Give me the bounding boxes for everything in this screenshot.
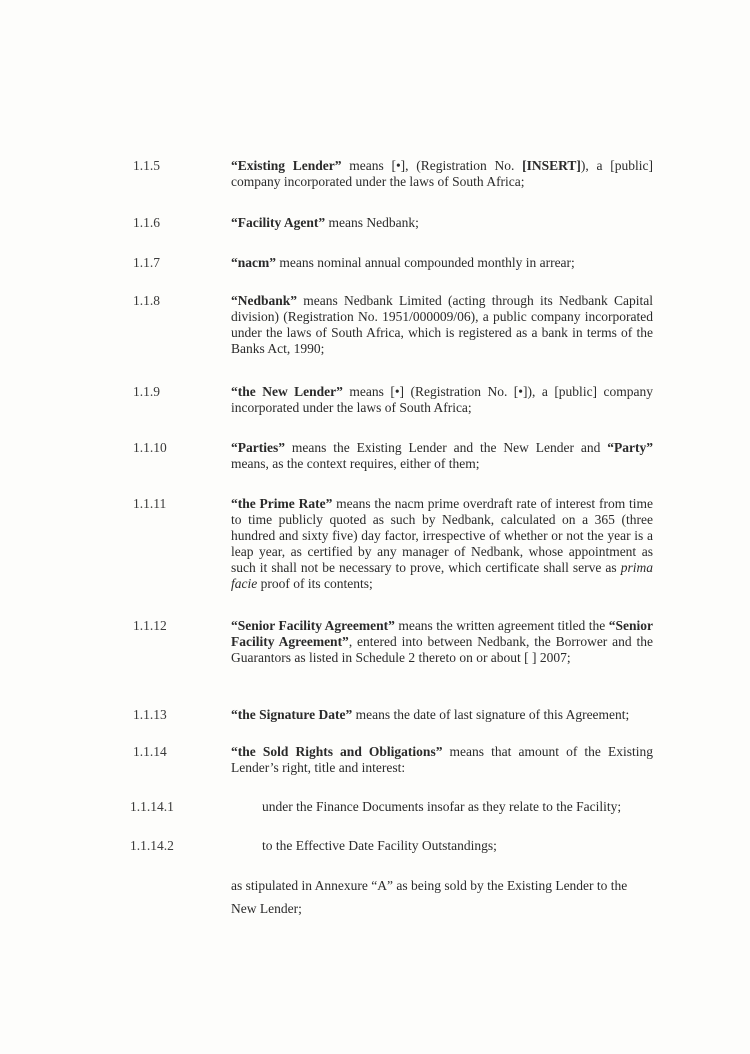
clause-text-run: means Nedbank Limited (acting through its Nedbank Capital division) (Registration No. 1951/000009/06), a public company incorporated under the laws of South Africa, which is registered as a bank in terms of the Banks Act, 1990; bbox=[231, 293, 653, 356]
clause-text-run: means [•] (Registration No. [•]), a [public] company incorporated under the laws of South Africa; bbox=[231, 384, 653, 415]
defined-term: “Existing Lender” bbox=[231, 158, 342, 173]
clause-text bbox=[231, 496, 653, 592]
defined-term: “the Sold Rights and Obligations” bbox=[231, 744, 443, 759]
clause-text bbox=[262, 838, 662, 854]
clause-text-run: means Nedbank; bbox=[325, 215, 419, 230]
closing-text: as stipulated in Annexure “A” as being sold by the Existing Lender to the New Lender; bbox=[231, 878, 628, 916]
clause-text-run: means nominal annual compounded monthly in arrear; bbox=[276, 255, 575, 270]
defined-term: [INSERT] bbox=[522, 158, 581, 173]
clause-text-run: means the date of last signature of this Agreement; bbox=[352, 707, 630, 722]
clause-text bbox=[231, 255, 653, 271]
defined-term: “nacm” bbox=[231, 255, 276, 270]
clause-number: 1.1.13 bbox=[133, 707, 167, 722]
clause-number: 1.1.10 bbox=[133, 440, 167, 455]
clause-text bbox=[231, 384, 653, 416]
clause-text-run: means [•], (Registration No. bbox=[341, 158, 523, 173]
clause-number: 1.1.14.1 bbox=[130, 799, 174, 814]
defined-term: “Nedbank” bbox=[231, 293, 298, 308]
defined-term: “the Signature Date” bbox=[231, 707, 353, 722]
clause-text bbox=[231, 707, 653, 723]
emphasis-text: prima facie bbox=[231, 560, 653, 591]
clause-number: 1.1.9 bbox=[133, 384, 160, 399]
defined-term: “Facility Agent” bbox=[231, 215, 326, 230]
defined-term: “Parties” bbox=[231, 440, 285, 455]
clause-number: 1.1.14.2 bbox=[130, 838, 174, 853]
clause-text-run: means the written agreement titled the bbox=[394, 618, 609, 633]
clause-text bbox=[231, 440, 653, 472]
clause-number: 1.1.11 bbox=[133, 496, 167, 511]
clause-text-run: , entered into between Nedbank, the Borrower and the Guarantors as listed in Schedule 2 thereto on or about [ ] 2007; bbox=[231, 634, 653, 665]
clause-text bbox=[231, 293, 653, 357]
clause-text-run: means, as the context requires, either of them; bbox=[231, 456, 480, 471]
clause-text bbox=[231, 215, 653, 231]
clause-text-run: means the nacm prime overdraft rate of interest from time to time publicly quoted as such by Nedbank, calculated on a 365 (three hundred and sixty five) day factor, irrespective of whether or not the year is a leap year, as certified by any manager of Nedbank, whose appointment as such it shall not be necessary to prove, which certificate shall serve as bbox=[231, 496, 653, 575]
clause-number: 1.1.12 bbox=[133, 618, 167, 633]
defined-term: “Senior Facility Agreement” bbox=[231, 618, 653, 649]
clause-number: 1.1.8 bbox=[133, 293, 160, 308]
clause-text-run: under the Finance Documents insofar as they relate to the Facility; bbox=[262, 799, 622, 814]
clause-number: 1.1.6 bbox=[133, 215, 160, 230]
defined-term: “the Prime Rate” bbox=[231, 496, 333, 511]
clause-text-run: proof of its contents; bbox=[257, 576, 373, 591]
clause-text-run: means the Existing Lender and the New Lender and bbox=[284, 440, 608, 455]
clause-number: 1.1.5 bbox=[133, 158, 160, 173]
clause-text bbox=[231, 158, 653, 190]
clause-text bbox=[231, 744, 653, 776]
clause-text-run: means that amount of the Existing Lender’s right, title and interest: bbox=[231, 744, 653, 775]
defined-term: “the New Lender” bbox=[231, 384, 343, 399]
clause-number: 1.1.7 bbox=[133, 255, 160, 270]
defined-term: “Party” bbox=[607, 440, 653, 455]
clause-text bbox=[262, 799, 662, 815]
clause-number: 1.1.14 bbox=[133, 744, 167, 759]
clause-text-run: to the Effective Date Facility Outstandings; bbox=[262, 838, 497, 853]
clause-text-run: ), a [public] company incorporated under the laws of South Africa; bbox=[231, 158, 653, 189]
defined-term: “Senior Facility Agreement” bbox=[231, 618, 395, 633]
clause-text bbox=[231, 618, 653, 666]
